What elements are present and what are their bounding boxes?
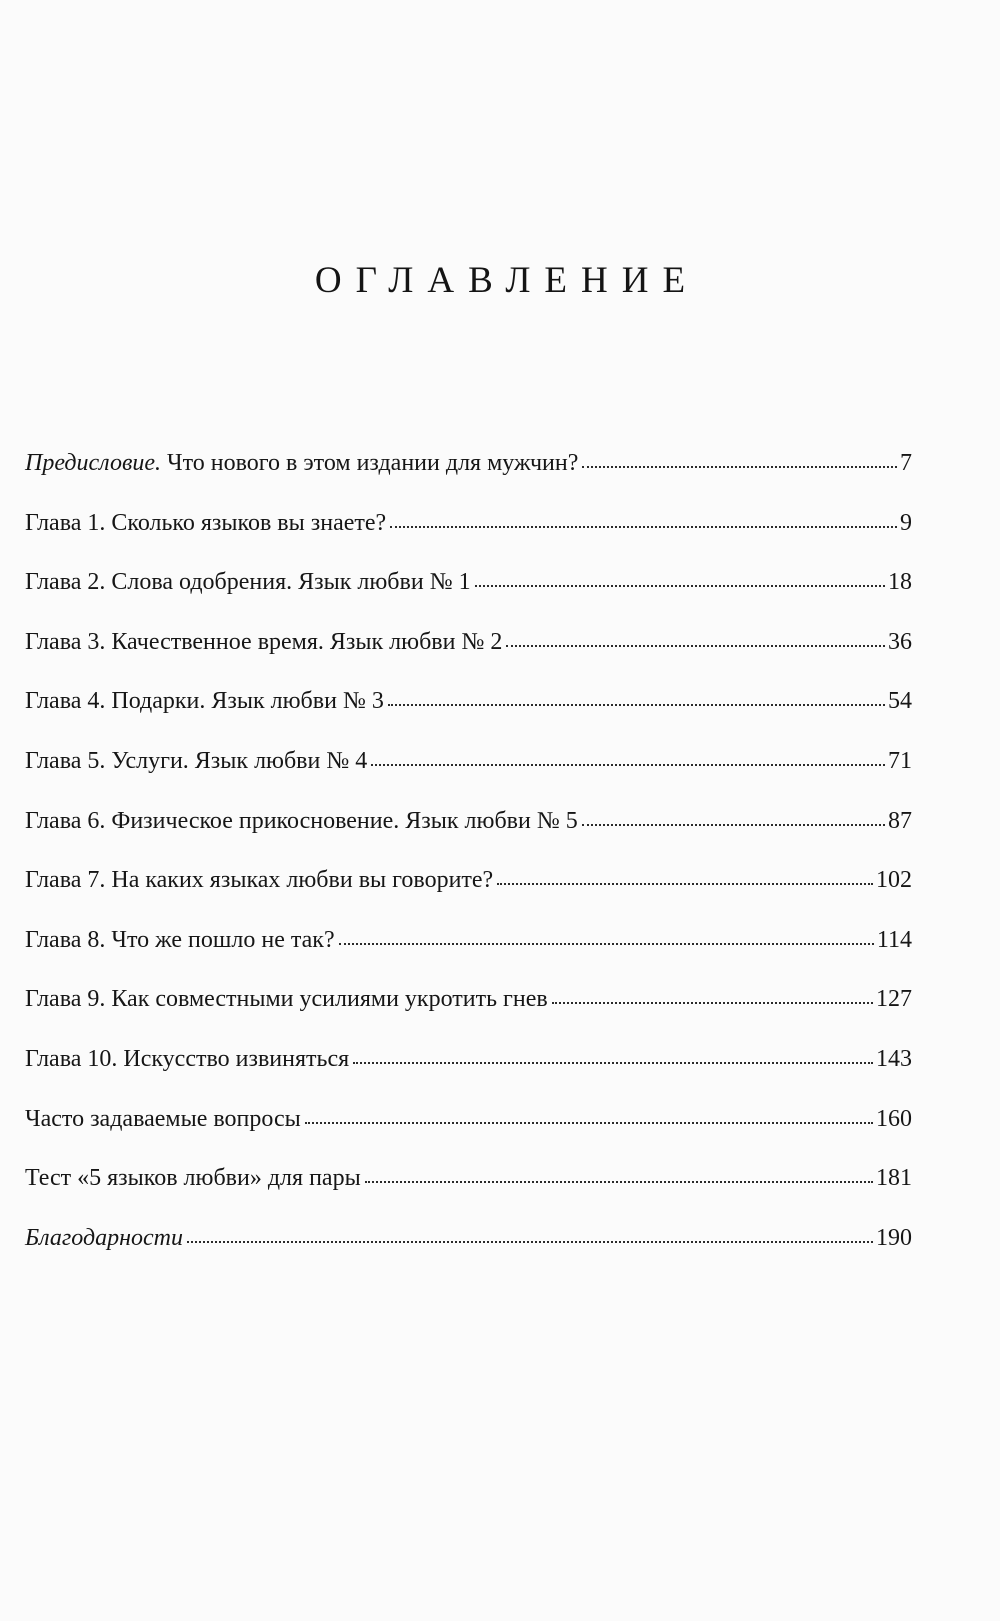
toc-entry-label: Тест «5 языков любви» для пары bbox=[25, 1165, 361, 1192]
toc-page-number: 102 bbox=[876, 867, 912, 894]
toc-entry-faq[interactable] bbox=[25, 1089, 912, 1149]
toc-entry-chapter-10[interactable] bbox=[25, 1029, 912, 1089]
toc-entry-test[interactable] bbox=[25, 1148, 912, 1208]
dot-leader bbox=[475, 585, 885, 587]
toc-entry-chapter-5[interactable] bbox=[25, 731, 912, 791]
toc-entry-prefix: Предисловие. bbox=[25, 450, 162, 476]
toc-entry-acknowledgements[interactable] bbox=[25, 1208, 912, 1268]
toc-page-number: 54 bbox=[888, 688, 912, 715]
dot-leader bbox=[353, 1062, 873, 1064]
toc-page-number: 9 bbox=[900, 509, 912, 536]
toc-entry-chapter-3[interactable] bbox=[25, 612, 912, 672]
toc-entry-label: Глава 6. Физическое прикосновение. Язык любви № 5 bbox=[25, 807, 578, 834]
toc-page-number: 114 bbox=[876, 926, 912, 953]
dot-leader bbox=[552, 1002, 873, 1004]
dot-leader bbox=[365, 1181, 873, 1183]
toc-entry-label: Глава 7. На каких языках любви вы говорите? bbox=[25, 867, 494, 894]
dot-leader bbox=[506, 645, 885, 647]
dot-leader bbox=[582, 466, 897, 468]
page-title: ОГЛАВЛЕНИЕ bbox=[314, 260, 700, 301]
toc-entry-chapter-9[interactable] bbox=[25, 969, 912, 1029]
toc-page-number: 36 bbox=[888, 628, 912, 655]
toc-entry-label: Глава 1. Сколько языков вы знаете? bbox=[25, 509, 387, 536]
toc-entry-label: Благодарности bbox=[25, 1224, 183, 1251]
toc-entry-label: Глава 5. Услуги. Язык любви № 4 bbox=[25, 747, 368, 774]
toc-entry-label: Глава 3. Качественное время. Язык любви № 2 bbox=[25, 628, 503, 655]
toc-entry-label: Глава 8. Что же пошло не так? bbox=[25, 926, 335, 953]
toc-page-number: 190 bbox=[876, 1224, 912, 1251]
table-of-contents bbox=[25, 433, 912, 1267]
toc-page-number: 181 bbox=[876, 1165, 912, 1192]
toc-entry-preface[interactable] bbox=[25, 433, 912, 493]
toc-entry-chapter-7[interactable] bbox=[25, 850, 912, 910]
toc-entry-label: Глава 9. Как совместными усилиями укротить гнев bbox=[25, 986, 548, 1013]
toc-page-number: 87 bbox=[888, 807, 912, 834]
toc-entry-chapter-4[interactable] bbox=[25, 671, 912, 731]
toc-page-number: 7 bbox=[900, 450, 912, 476]
toc-entry-chapter-2[interactable] bbox=[25, 552, 912, 612]
toc-entry-label-text: Что нового в этом издании для мужчин? bbox=[161, 450, 579, 476]
toc-page-number: 127 bbox=[876, 986, 912, 1013]
dot-leader bbox=[339, 943, 874, 945]
dot-leader bbox=[371, 764, 885, 766]
toc-entry-chapter-8[interactable] bbox=[25, 910, 912, 970]
toc-entry-chapter-6[interactable] bbox=[25, 791, 912, 851]
toc-entry-label: Глава 10. Искусство извиняться bbox=[25, 1045, 350, 1072]
dot-leader bbox=[497, 883, 873, 885]
toc-entry-label: Часто задаваемые вопросы bbox=[25, 1105, 301, 1132]
dot-leader bbox=[388, 704, 885, 706]
toc-page-number: 160 bbox=[876, 1105, 912, 1132]
toc-entry-label: Глава 4. Подарки. Язык любви № 3 bbox=[25, 688, 384, 715]
toc-page-number: 143 bbox=[876, 1045, 912, 1072]
toc-entry-chapter-1[interactable] bbox=[25, 493, 912, 553]
toc-page-number: 18 bbox=[888, 569, 912, 596]
toc-page-number: 71 bbox=[888, 747, 912, 774]
dot-leader bbox=[582, 824, 885, 826]
dot-leader bbox=[305, 1122, 873, 1124]
toc-entry-label: Глава 2. Слова одобрения. Язык любви № 1 bbox=[25, 569, 471, 596]
toc-entry-label bbox=[25, 451, 578, 475]
dot-leader bbox=[390, 526, 897, 528]
dot-leader bbox=[187, 1241, 873, 1243]
